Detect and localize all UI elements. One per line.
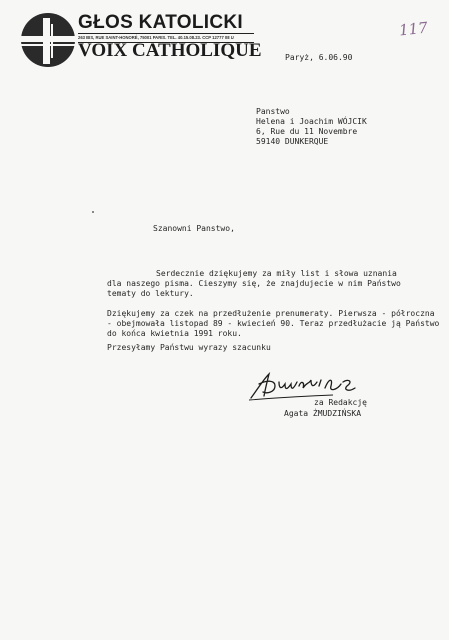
publication-subtitle: VOIX CATHOLIQUE xyxy=(78,40,262,61)
body-line: Przesyłamy Państwu wyrazy szacunku xyxy=(107,343,271,352)
recipient-line: Panstwo xyxy=(256,107,290,116)
body-line: tematy do lektury. xyxy=(107,289,194,298)
recipient-line: 6, Rue du 11 Novembre xyxy=(256,127,358,136)
recipient-address xyxy=(256,107,367,147)
body-line: Serdecznie dziękujemy za miły list i słowa uznania xyxy=(156,269,397,278)
closing-block xyxy=(284,398,367,420)
stray-mark xyxy=(92,211,94,213)
publication-title: GŁOS KATOLICKI xyxy=(78,12,243,33)
body-paragraph xyxy=(107,309,439,339)
letter-date: Paryż, 6.06.90 xyxy=(285,53,353,62)
cross-disc-logo xyxy=(20,12,76,68)
body-paragraph xyxy=(107,343,271,353)
recipient-line: 59140 DUNKERQUE xyxy=(256,137,329,146)
body-paragraph xyxy=(107,269,401,299)
signer-name: Agata ŻMUDZIŃSKA xyxy=(284,409,362,418)
closing-line: za Redakcję xyxy=(314,398,367,407)
archive-number: 117 xyxy=(398,18,429,40)
body-line: dla naszego pisma. Cieszymy się, że znajdujecie w nim Państwo xyxy=(107,279,401,288)
body-line: - obejmowała listopad 89 - kwiecień 90. Teraz przedłużacie ją Państwo xyxy=(107,319,440,328)
body-line: Dziękujemy za czek na przedłużenie prenumeraty. Pierwsza - półroczna xyxy=(107,309,435,318)
publication-address: 263 BIS, RUE SAINT-HONORÉ, 75001 PARIS. TEL. 40.15.08.23. CCP 12777 08 U xyxy=(78,33,254,43)
salutation: Szanowni Panstwo, xyxy=(153,224,235,233)
body-line: do końca kwietnia 1991 roku. xyxy=(107,329,242,338)
recipient-line: Helena i Joachim WÓJCIK xyxy=(256,117,367,126)
